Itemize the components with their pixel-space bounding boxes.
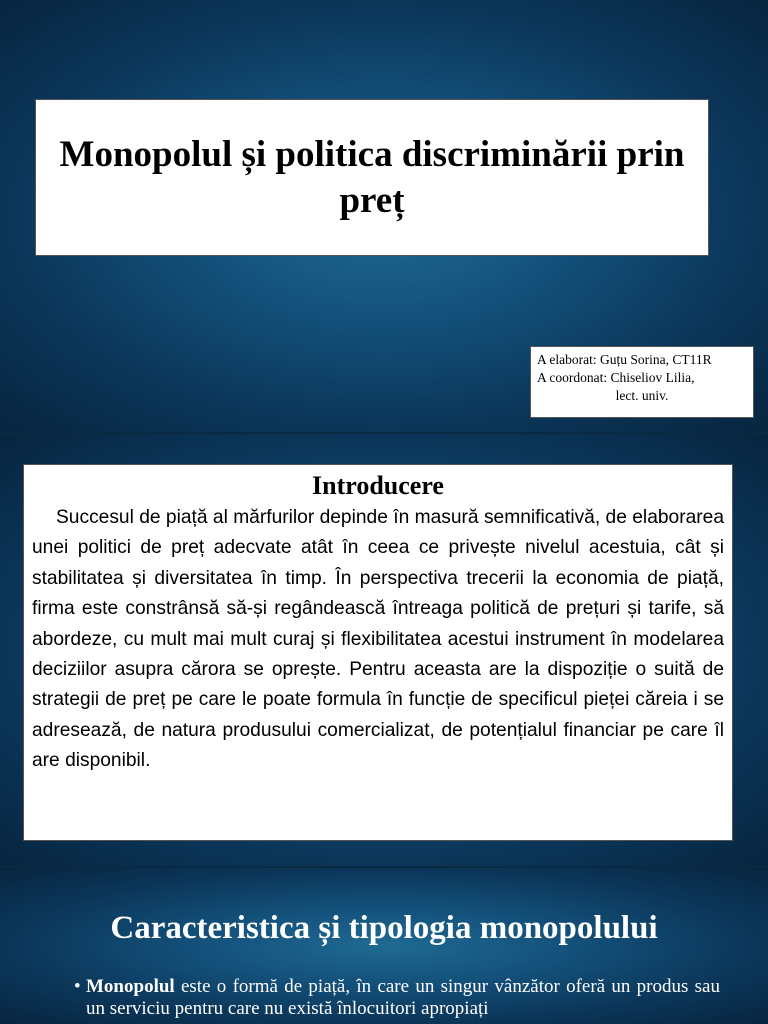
slide-title	[0, 0, 768, 432]
bullet-marker: •	[74, 976, 81, 997]
intro-box	[23, 464, 733, 841]
slide-heading: Caracteristica și tipologia monopolului	[110, 910, 658, 946]
title-box	[35, 99, 709, 256]
intro-heading: Introducere	[312, 471, 444, 500]
bullet-term: Monopolul	[86, 976, 175, 997]
bullet-text: este o formă de piață, în care un singur vânzător oferă un produs sau un serviciu pentru care nu există înlocuitori apropiați	[86, 976, 720, 1019]
slide-characteristics	[0, 868, 768, 1024]
intro-paragraph: Succesul de piață al mărfurilor depinde în masură semnificativă, de elaborarea unei politici de preț adecvate atât în ceea ce privește nivelul acestuia, cât și stabilitatea și diversitatea în timp. În perspectiva trecerii la economia de piață, firma este constrânsă să-și regândească întreaga politică de prețuri și tarife, să abordeze, cu mult mai mult curaj și flexibilitatea acestui instrument în modelarea deciziilor asupra cărora se oprește. Pentru aceasta are la dispoziție o suită de strategii de preț pe care le poate formula în funcție de specificul pieței căreia i se adresează, de natura produsului comercializat, de potențialul financiar pe care îl are disponibil.	[32, 507, 724, 772]
slide-introduction	[0, 434, 768, 866]
author-line: A elaborat: Guțu Sorina, CT11R	[537, 352, 712, 367]
page-title: Monopolul și politica discriminării prin preț	[59, 133, 685, 221]
author-box	[530, 346, 754, 418]
bullet-item	[74, 976, 720, 1020]
coordinator-title: lect. univ.	[615, 388, 669, 403]
coordinator-line: A coordonat: Chiseliov Lilia,	[537, 370, 695, 385]
